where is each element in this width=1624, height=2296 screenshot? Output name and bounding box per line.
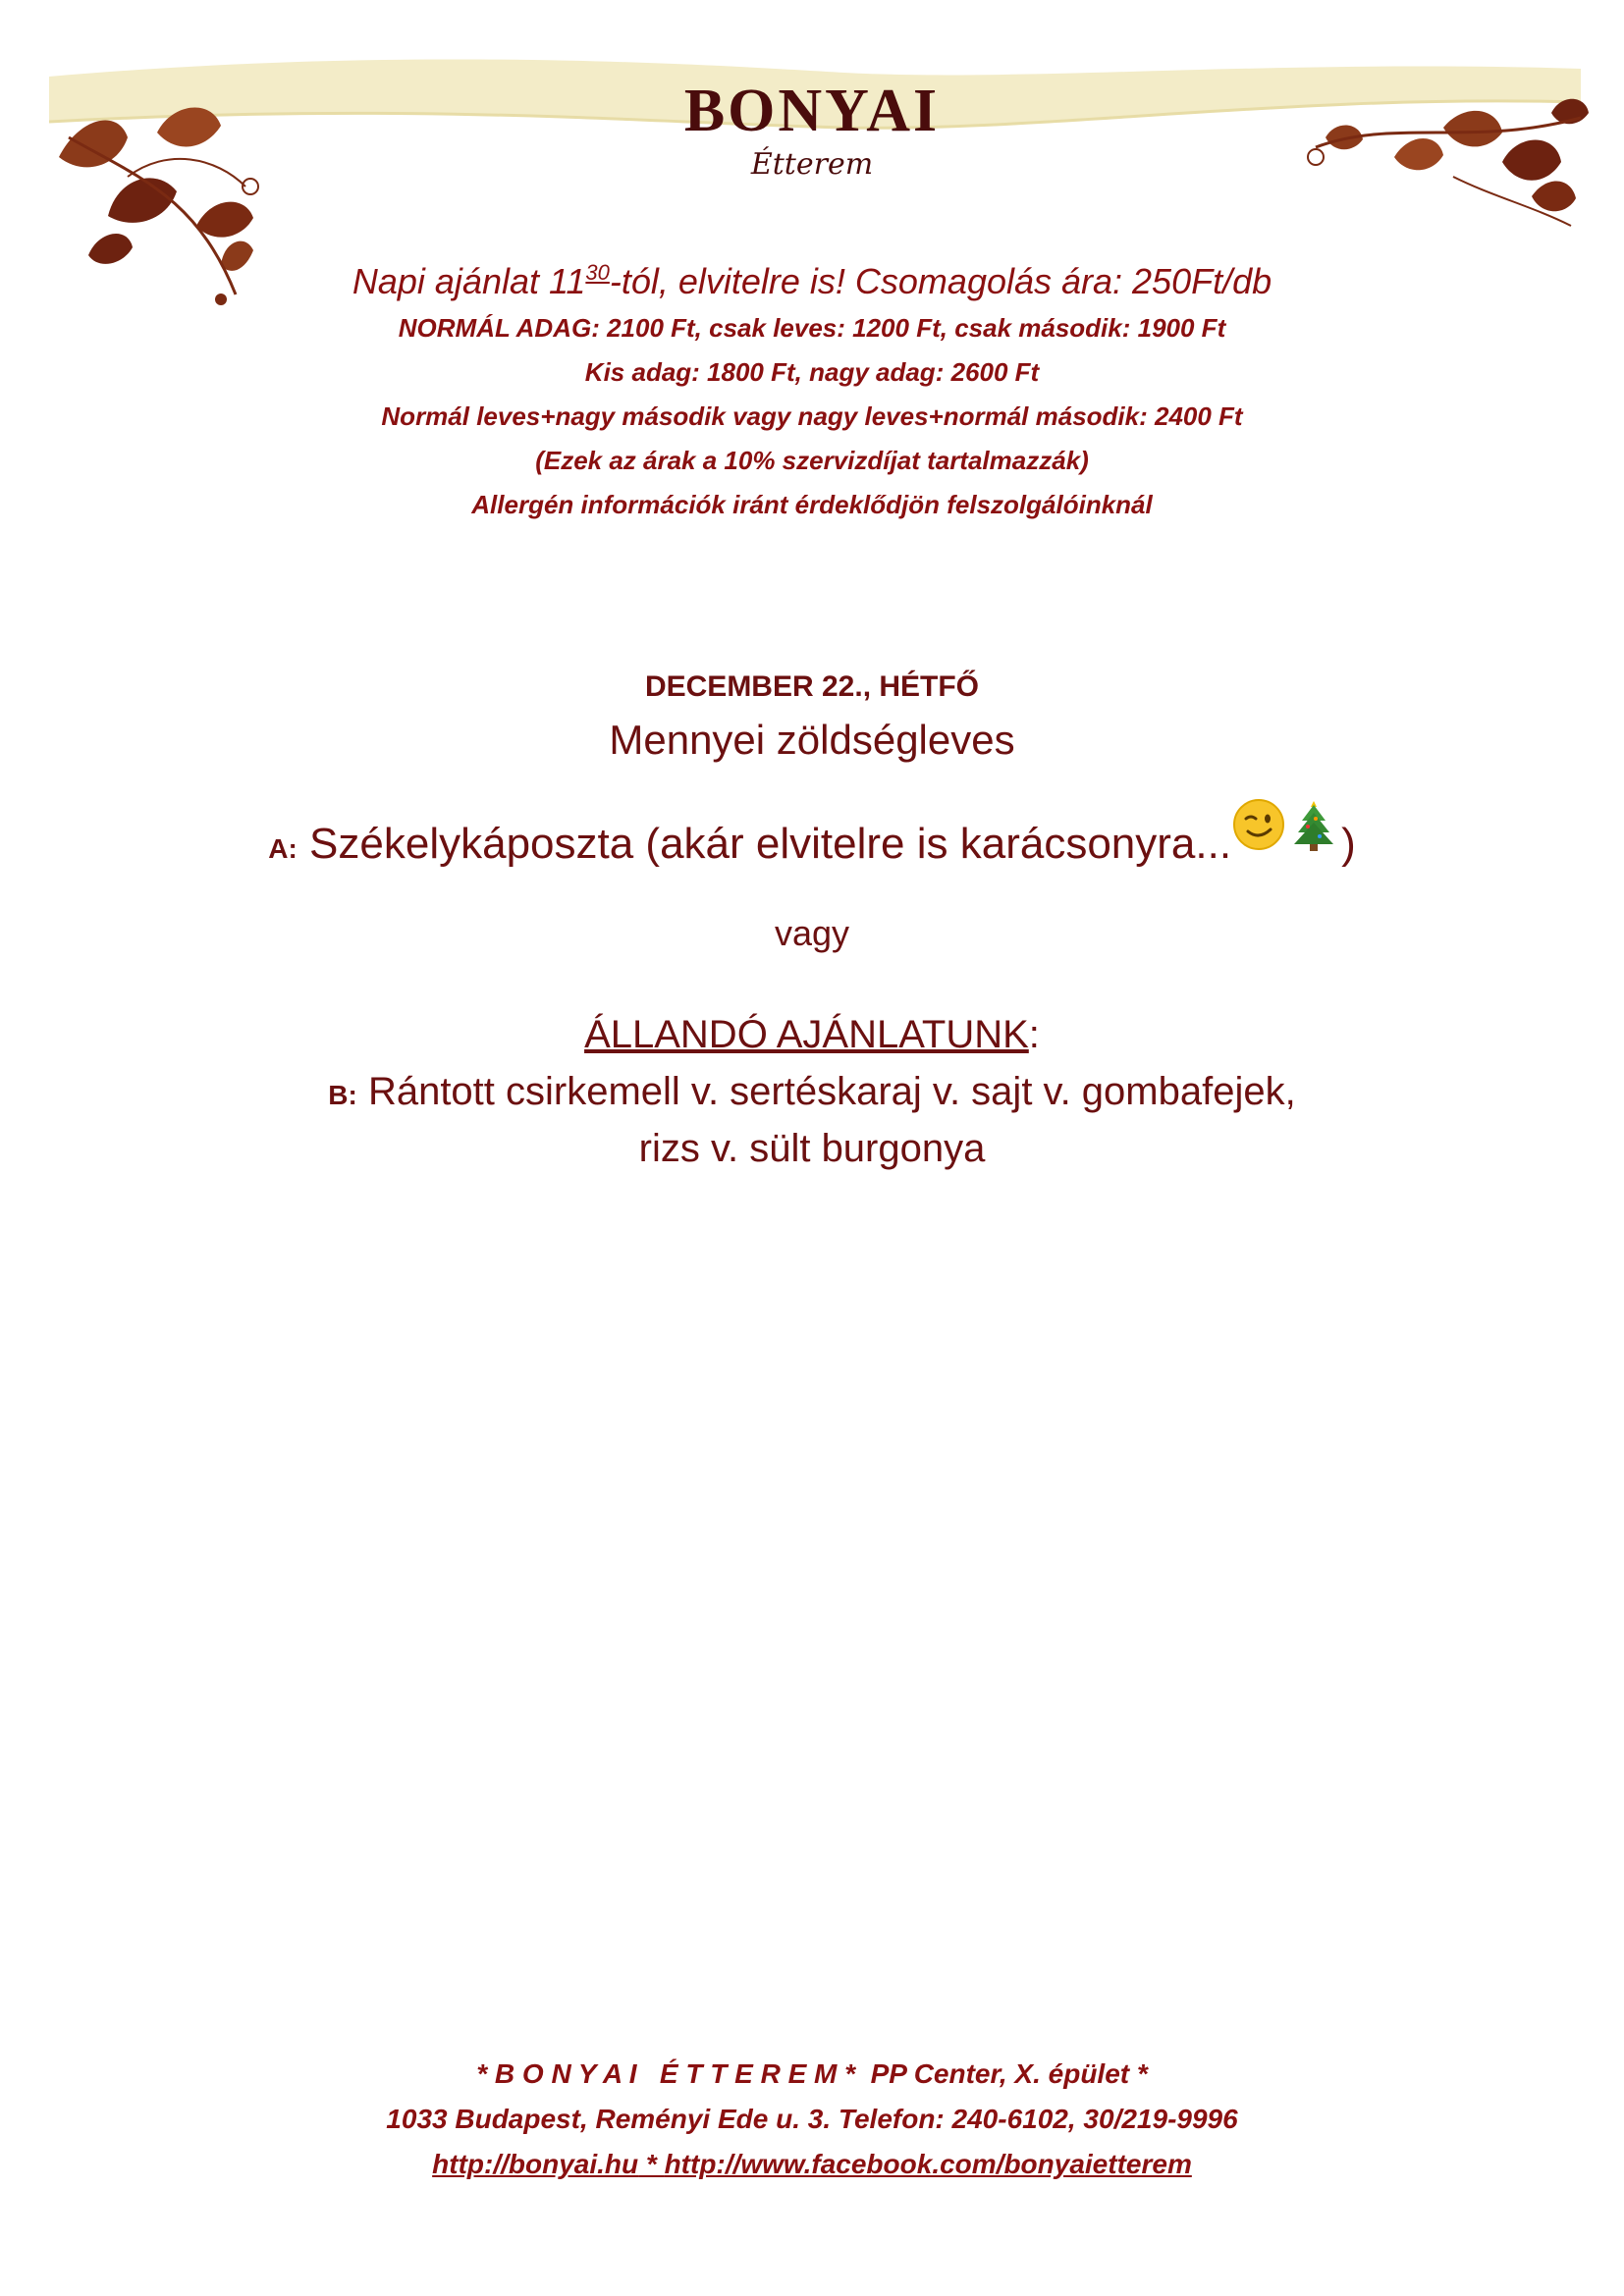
facebook-link[interactable]: http://www.facebook.com/bonyaietterem <box>664 2149 1192 2179</box>
normal-portion-prices: NORMÁL ADAG: 2100 Ft, csak leves: 1200 Ft, csak második: 1900 Ft <box>398 313 1226 343</box>
or-separator: vagy <box>774 913 850 953</box>
footer-address-line: 1033 Budapest, Reményi Ede u. 3. Telefon: 240-6102, 30/219-9996 <box>386 2104 1238 2134</box>
christmas-tree-emoji-icon <box>1286 797 1341 852</box>
footer-restaurant-line: * B O N Y A I É T T E R E M * PP Center, X. épület * <box>476 2058 1148 2089</box>
offer-time-sup: 30 <box>585 260 610 285</box>
permanent-offer-title: ÁLLANDÓ AJÁNLATUNK <box>584 1013 1029 1056</box>
link-separator: * <box>638 2149 665 2179</box>
offer-text-end: -tól, elvitelre is! Csomagolás ára: 250Ft/db <box>609 261 1272 301</box>
permanent-offer-heading <box>0 1013 1624 1057</box>
menu-date: DECEMBER 22., HÉTFŐ <box>644 670 980 703</box>
brand-subtitle: Étterem <box>750 147 874 182</box>
footer-links <box>0 2149 1624 2180</box>
option-b-label: B: <box>328 1080 357 1110</box>
option-a-label: A: <box>268 833 298 864</box>
option-b <box>0 1070 1624 1114</box>
pricing-info <box>0 257 1624 527</box>
option-a-text: Székelykáposzta (akár elvitelre is karácsonyra... <box>297 820 1232 868</box>
offer-line <box>0 257 1624 306</box>
combo-prices: Normál leves+nagy második vagy nagy leves+normál második: 2400 Ft <box>381 401 1243 431</box>
brand-title: BONYAI <box>683 78 941 144</box>
winking-face-emoji-icon <box>1231 797 1286 852</box>
portion-size-prices: Kis adag: 1800 Ft, nagy adag: 2600 Ft <box>584 357 1040 387</box>
service-fee-note: (Ezek az árak a 10% szervizdíjat tartalmazzák) <box>535 446 1089 475</box>
allergen-note: Allergén információk iránt érdeklődjön felszolgálóinknál <box>471 490 1153 519</box>
option-a-close: ) <box>1341 820 1356 868</box>
soup-item: Mennyei zöldségleves <box>609 717 1015 763</box>
website-link[interactable]: http://bonyai.hu <box>432 2149 639 2179</box>
offer-text-start: Napi ajánlat 11 <box>352 261 586 301</box>
option-a <box>0 797 1624 869</box>
option-b-text: Rántott csirkemell v. sertéskaraj v. sajt v. gombafejek, <box>356 1070 1296 1113</box>
option-b-sides: rizs v. sült burgonya <box>638 1127 986 1170</box>
permanent-offer-colon: : <box>1028 1013 1040 1056</box>
